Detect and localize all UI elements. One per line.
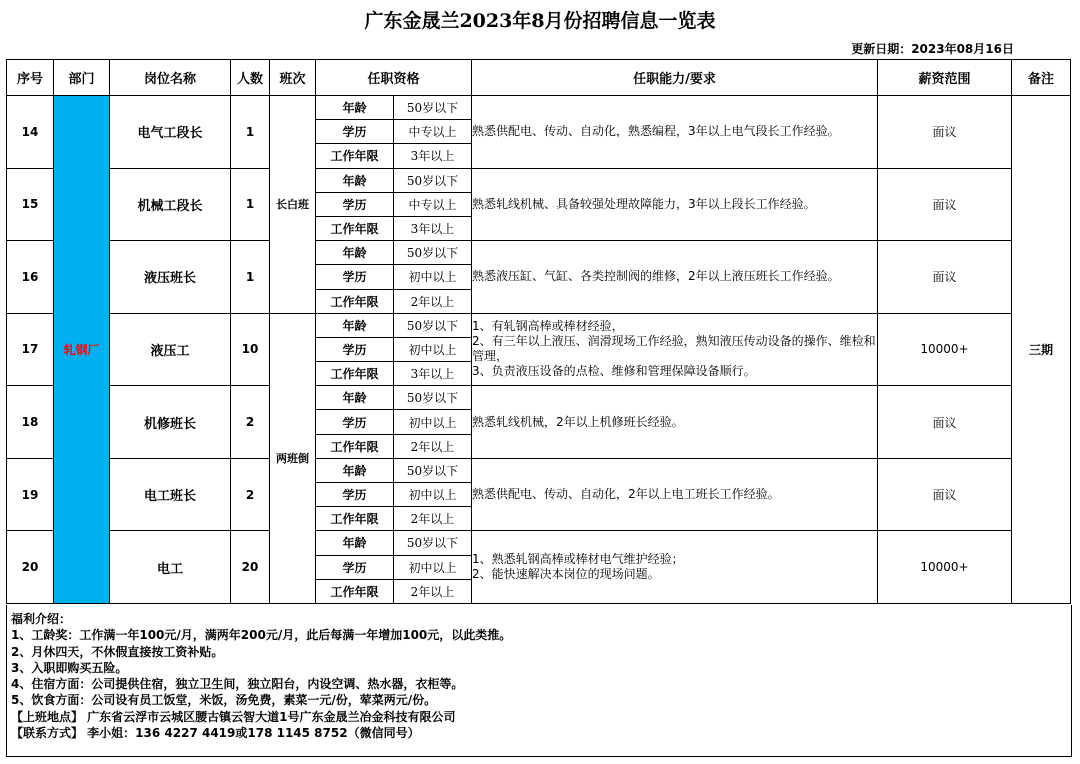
qual-label-age: 年龄 bbox=[316, 241, 394, 265]
qual-label-years: 工作年限 bbox=[316, 216, 394, 240]
table-row bbox=[7, 168, 1071, 192]
welfare-heading: 福利介绍： bbox=[11, 612, 72, 626]
qual-label-edu: 学历 bbox=[316, 410, 394, 434]
qual-age: 50岁以下 bbox=[394, 241, 472, 265]
headcount: 1 bbox=[231, 96, 270, 169]
headcount: 10 bbox=[231, 313, 270, 386]
salary: 10000+ bbox=[878, 531, 1012, 604]
table-row bbox=[7, 458, 1071, 482]
requirement: 熟悉供配电、传动、自动化，熟悉编程，3年以上电气段长工作经验。 bbox=[472, 96, 878, 169]
welfare-section bbox=[6, 605, 1072, 757]
position-name: 电工班长 bbox=[110, 458, 231, 531]
contact-info: 【联系方式】 李小姐：136 4227 4419或178 1145 8752（微信同号） bbox=[11, 726, 420, 741]
header-qual: 任职资格 bbox=[316, 60, 472, 96]
row-no: 15 bbox=[7, 168, 54, 241]
requirement: 熟悉供配电、传动、自动化，2年以上电工班长工作经验。 bbox=[472, 458, 878, 531]
qual-age: 50岁以下 bbox=[394, 168, 472, 192]
headcount: 2 bbox=[231, 386, 270, 459]
recruitment-table bbox=[6, 59, 1071, 604]
qual-years: 3年以上 bbox=[394, 144, 472, 168]
qual-edu: 初中以上 bbox=[394, 337, 472, 361]
row-no: 16 bbox=[7, 241, 54, 314]
table-row bbox=[7, 241, 1071, 265]
qual-label-years: 工作年限 bbox=[316, 434, 394, 458]
qual-age: 50岁以下 bbox=[394, 458, 472, 482]
qual-label-years: 工作年限 bbox=[316, 289, 394, 313]
position-name: 机械工段长 bbox=[110, 168, 231, 241]
table-row bbox=[7, 386, 1071, 410]
header-ability: 任职能力/要求 bbox=[472, 60, 878, 96]
headcount: 1 bbox=[231, 241, 270, 314]
qual-age: 50岁以下 bbox=[394, 96, 472, 120]
qual-label-years: 工作年限 bbox=[316, 362, 394, 386]
qual-label-age: 年龄 bbox=[316, 458, 394, 482]
header-count: 人数 bbox=[231, 60, 270, 96]
header-no: 序号 bbox=[7, 60, 54, 96]
qual-age: 50岁以下 bbox=[394, 313, 472, 337]
update-date: 更新日期：2023年08月16日 bbox=[851, 42, 1014, 56]
qual-label-edu: 学历 bbox=[316, 337, 394, 361]
qual-label-age: 年龄 bbox=[316, 313, 394, 337]
requirement: 1、熟悉轧钢高棒或棒材电气维护经验； 2、能快速解决本岗位的现场问题。 bbox=[472, 531, 878, 604]
qual-edu: 初中以上 bbox=[394, 555, 472, 579]
shift-two: 两班倒 bbox=[270, 313, 316, 603]
row-no: 14 bbox=[7, 96, 54, 169]
qual-label-edu: 学历 bbox=[316, 483, 394, 507]
welfare-item: 2、月休四天，不休假直接按工资补贴。 bbox=[11, 644, 224, 659]
header-position: 岗位名称 bbox=[110, 60, 231, 96]
table-row bbox=[7, 313, 1071, 337]
qual-label-years: 工作年限 bbox=[316, 579, 394, 603]
qual-label-edu: 学历 bbox=[316, 265, 394, 289]
qual-years: 3年以上 bbox=[394, 362, 472, 386]
qual-label-age: 年龄 bbox=[316, 531, 394, 555]
row-no: 20 bbox=[7, 531, 54, 604]
qual-years: 3年以上 bbox=[394, 216, 472, 240]
salary: 面议 bbox=[878, 386, 1012, 459]
welfare-item: 4、住宿方面：公司提供住宿，独立卫生间，独立阳台，内设空调、热水器，衣柜等。 bbox=[11, 677, 464, 692]
requirement: 熟悉轧线机械、具备较强处理故障能力，3年以上段长工作经验。 bbox=[472, 168, 878, 241]
qual-label-age: 年龄 bbox=[316, 96, 394, 120]
qual-edu: 初中以上 bbox=[394, 483, 472, 507]
welfare-item: 5、饮食方面：公司设有员工饭堂，米饭，汤免费，素菜一元/份，荤菜两元/份。 bbox=[11, 693, 437, 708]
qual-edu: 初中以上 bbox=[394, 265, 472, 289]
welfare-item: 1、工龄奖：工作满一年100元/月，满两年200元/月，此后每满一年增加100元，以此类推。 bbox=[11, 628, 512, 643]
qual-label-years: 工作年限 bbox=[316, 144, 394, 168]
headcount: 1 bbox=[231, 168, 270, 241]
dept-cell: 轧钢厂 bbox=[54, 96, 110, 604]
qual-age: 50岁以下 bbox=[394, 386, 472, 410]
requirement: 熟悉液压缸、气缸、各类控制阀的维修，2年以上液压班长工作经验。 bbox=[472, 241, 878, 314]
work-location: 【上班地点】 广东省云浮市云城区腰古镇云智大道1号广东金晟兰冶金科技有限公司 bbox=[11, 709, 456, 724]
position-name: 机修班长 bbox=[110, 386, 231, 459]
position-name: 电气工段长 bbox=[110, 96, 231, 169]
salary: 面议 bbox=[878, 96, 1012, 169]
salary: 面议 bbox=[878, 241, 1012, 314]
header-shift: 班次 bbox=[270, 60, 316, 96]
qual-label-age: 年龄 bbox=[316, 386, 394, 410]
welfare-item: 3、入职即购买五险。 bbox=[11, 660, 128, 675]
qual-label-years: 工作年限 bbox=[316, 507, 394, 531]
qual-years: 2年以上 bbox=[394, 507, 472, 531]
header-row bbox=[7, 60, 1071, 96]
headcount: 20 bbox=[231, 531, 270, 604]
qual-age: 50岁以下 bbox=[394, 531, 472, 555]
header-dept: 部门 bbox=[54, 60, 110, 96]
position-name: 液压工 bbox=[110, 313, 231, 386]
row-no: 19 bbox=[7, 458, 54, 531]
qual-label-edu: 学历 bbox=[316, 120, 394, 144]
position-name: 液压班长 bbox=[110, 241, 231, 314]
position-name: 电工 bbox=[110, 531, 231, 604]
qual-years: 2年以上 bbox=[394, 579, 472, 603]
page-title: 广东金晟兰2023年8月份招聘信息一览表 bbox=[364, 10, 716, 32]
requirement: 熟悉轧线机械，2年以上机修班长经验。 bbox=[472, 386, 878, 459]
table-row bbox=[7, 531, 1071, 555]
row-no: 17 bbox=[7, 313, 54, 386]
qual-years: 2年以上 bbox=[394, 289, 472, 313]
salary: 面议 bbox=[878, 168, 1012, 241]
headcount: 2 bbox=[231, 458, 270, 531]
qual-edu: 初中以上 bbox=[394, 410, 472, 434]
table-row bbox=[7, 96, 1071, 120]
salary: 面议 bbox=[878, 458, 1012, 531]
requirement: 1、有轧钢高棒或棒材经验， 2、有三年以上液压、润滑现场工作经验，熟知液压传动设备的操作、维检和管理， 3、负责液压设备的点检、维修和管理保障设备顺行。 bbox=[472, 313, 878, 386]
salary: 10000+ bbox=[878, 313, 1012, 386]
qual-label-edu: 学历 bbox=[316, 192, 394, 216]
qual-label-edu: 学历 bbox=[316, 555, 394, 579]
header-salary: 薪资范围 bbox=[878, 60, 1012, 96]
shift-day: 长白班 bbox=[270, 96, 316, 314]
header-note: 备注 bbox=[1012, 60, 1071, 96]
qual-edu: 中专以上 bbox=[394, 192, 472, 216]
qual-label-age: 年龄 bbox=[316, 168, 394, 192]
note-cell: 三期 bbox=[1012, 96, 1071, 604]
qual-years: 2年以上 bbox=[394, 434, 472, 458]
qual-edu: 中专以上 bbox=[394, 120, 472, 144]
row-no: 18 bbox=[7, 386, 54, 459]
